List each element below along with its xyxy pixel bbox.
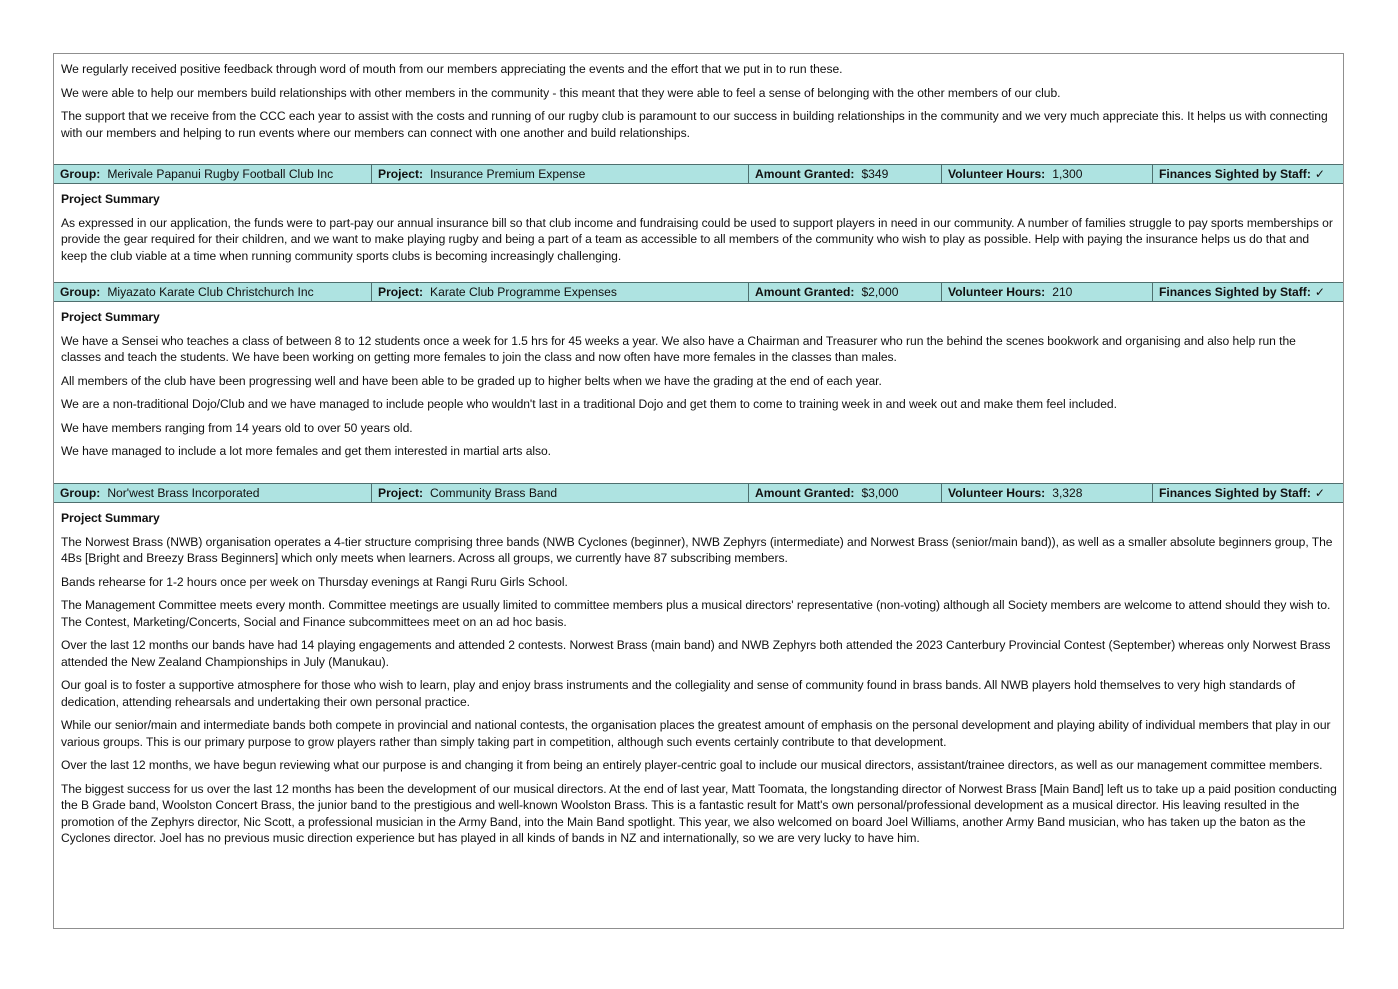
summary-paragraph: The Norwest Brass (NWB) organisation operates a 4-tier structure comprising three bands (NWB Cyclones (beginner), NWB Zephyrs (intermediate) and Norwest Brass (senior/main band)), as well as a smaller absolute beginners group, The 4Bs [Bright and Breezy Brass Beginners] which only meets when learners. Across all groups, we currently have 87 subscribing members.: [61, 534, 1333, 565]
amount-cell: [749, 165, 942, 183]
amount-value: $2,000: [861, 285, 899, 299]
hours-label: Volunteer Hours:: [948, 285, 1046, 299]
group-label: Group:: [60, 486, 101, 500]
check-icon: ✓: [1314, 167, 1325, 181]
project-summary: [54, 302, 1343, 483]
group-label: Group:: [60, 167, 101, 181]
project-summary: [54, 503, 1343, 862]
summary-paragraph: As expressed in our application, the funds were to part-pay our annual insurance bill so that club income and fundraising could be used to support players in need in our community. A number of families struggle to pay sports memberships or provide the gear required for their children, and we want to make playing rugby and being a part of a team as accessible to all members of the community who wish to play as possible. Help with paying the insurance helps us do that and keep the club viable at a time when running community sports clubs is becoming increasingly challenging.: [61, 215, 1333, 263]
project-name: Community Brass Band: [430, 486, 558, 500]
hours-cell: [942, 484, 1153, 502]
project-cell: [372, 484, 749, 502]
hours-cell: [942, 165, 1153, 183]
project-label: Project:: [378, 285, 424, 299]
hours-label: Volunteer Hours:: [948, 486, 1046, 500]
hours-label: Volunteer Hours:: [948, 167, 1046, 181]
project-label: Project:: [378, 167, 424, 181]
project-name: Insurance Premium Expense: [430, 167, 586, 181]
group-name: Nor'west Brass Incorporated: [107, 486, 260, 500]
amount-label: Amount Granted:: [755, 285, 855, 299]
finances-label: Finances Sighted by Staff:: [1159, 285, 1311, 299]
finances-cell: [1153, 283, 1343, 301]
summary-paragraph: We have members ranging from 14 years old to over 50 years old.: [61, 420, 413, 435]
group-cell: [54, 484, 372, 502]
summary-paragraph: Over the last 12 months our bands have had 14 playing engagements and attended 2 contests. Norwest Brass (main band) and NWB Zephyrs both attended the 2023 Canterbury Provincial Contest (September) whereas only Norwest Brass attended the New Zealand Championships in July (Manukau).: [61, 638, 1331, 669]
summary-paragraph: We are a non-traditional Dojo/Club and we have managed to include people who wouldn't last in a traditional Dojo and get them to come to training week in and week out and make them feel included.: [61, 397, 1117, 411]
project-label: Project:: [378, 486, 424, 500]
project-summary-heading: Project Summary: [61, 511, 160, 525]
hours-value: 1,300: [1052, 167, 1083, 181]
project-name: Karate Club Programme Expenses: [430, 285, 617, 299]
summary-paragraph: Our goal is to foster a supportive atmosphere for those who wish to learn, play and enjoy brass instruments and the collegiality and sense of community found in brass bands. All NWB players hold themselves to very high standards of dedication, attending rehearsals and undertaking their own personal practice.: [61, 678, 1296, 709]
finances-label: Finances Sighted by Staff:: [1159, 167, 1311, 181]
summary-paragraph: Over the last 12 months, we have begun reviewing what our purpose is and changing it from being an entirely player-centric goal to include our musical directors, assistant/trainee directors, as well as our management committee members.: [61, 758, 1323, 772]
summary-paragraph: All members of the club have been progressing well and have been able to be graded up to higher belts when we have the grading at the end of each year.: [61, 373, 882, 388]
summary-paragraph: We have managed to include a lot more females and get them interested in martial arts also.: [61, 444, 551, 458]
hours-value: 210: [1052, 285, 1073, 299]
project-summary-heading: Project Summary: [61, 310, 160, 324]
summary-paragraph: We regularly received positive feedback through word of mouth from our members appreciating the events and the effort that we put in to run these.: [61, 62, 843, 76]
summary-paragraph: We were able to help our members build relationships with other members in the community - this meant that they were able to feel a sense of belonging with the other members of our club.: [61, 85, 1061, 100]
project-summary: [54, 184, 1343, 282]
amount-value: $349: [861, 167, 889, 181]
group-cell: [54, 165, 372, 183]
summary-paragraph: The biggest success for us over the last 12 months has been the development of our musical directors. At the end of last year, Matt Toomata, the longstanding director of Norwest Brass [Main Band] left us to take up a paid position conducting the B Grade band, Woolston Concert Brass, the junior band to the prestigious and well-known Woolston Brass. This is a fantastic result for Matt's own personal/professional development as a musical director. His leaving resulted in the promotion of the Zephyrs director, Nic Scott, a professional musician in the Army Band, into the Main Band spotlight. This year, we also welcomed on board Joel Williams, another Army Band musician, who has taken up the baton as the Cyclones director. Joel has no previous music direction experience but has played in all kinds of bands in NZ and internationally, so we are very lucky to have him.: [61, 781, 1337, 845]
report-page: [53, 53, 1344, 929]
amount-cell: [749, 484, 942, 502]
group-cell: [54, 283, 372, 301]
grant-header-row: [54, 483, 1343, 503]
hours-value: 3,328: [1052, 486, 1083, 500]
group-label: Group:: [60, 285, 101, 299]
group-name: Miyazato Karate Club Christchurch Inc: [107, 285, 314, 299]
summary-paragraph: The Management Committee meets every month. Committee meetings are usually limited to committee members plus a musical directors' representative (non-voting) although all Society members are welcome to attend should they wish to. The Contest, Marketing/Concerts, Social and Finance subcommittees meet on an ad hoc basis.: [61, 598, 1331, 629]
amount-value: $3,000: [861, 486, 899, 500]
grant-header-row: [54, 282, 1343, 302]
summary-paragraph: The support that we receive from the CCC each year to assist with the costs and running of our rugby club is paramount to our success in building relationships in the community and we very much appreciate this. It helps us with connecting with our members and helping to run events where our members can connect with one another and build relationships.: [61, 109, 1328, 140]
group-name: Merivale Papanui Rugby Football Club Inc: [107, 167, 334, 181]
finances-label: Finances Sighted by Staff:: [1159, 486, 1311, 500]
check-icon: ✓: [1314, 486, 1325, 500]
grant-header-row: [54, 164, 1343, 184]
summary-paragraph: While our senior/main and intermediate bands both compete in provincial and national contests, the organisation places the greatest amount of emphasis on the personal development and playing ability of individual members that play in our various groups. This is our primary purpose to grow players rather than simply taking part in competition, although such events certainly contribute to that development.: [61, 718, 1331, 749]
top-summary: [54, 54, 1343, 164]
project-cell: [372, 283, 749, 301]
amount-label: Amount Granted:: [755, 486, 855, 500]
hours-cell: [942, 283, 1153, 301]
finances-cell: [1153, 484, 1343, 502]
summary-paragraph: Bands rehearse for 1-2 hours once per week on Thursday evenings at Rangi Ruru Girls School.: [61, 574, 568, 589]
amount-label: Amount Granted:: [755, 167, 855, 181]
project-summary-heading: Project Summary: [61, 192, 160, 206]
finances-cell: [1153, 165, 1343, 183]
project-cell: [372, 165, 749, 183]
check-icon: ✓: [1314, 285, 1325, 299]
amount-cell: [749, 283, 942, 301]
summary-paragraph: We have a Sensei who teaches a class of between 8 to 12 students once a week for 1.5 hrs for 45 weeks a year. We also have a Chairman and Treasurer who run the behind the scenes bookwork and organising and also help run the classes and teach the students. We have been working on getting more females to join the class and now often have more females in the classes than males.: [61, 333, 1296, 364]
